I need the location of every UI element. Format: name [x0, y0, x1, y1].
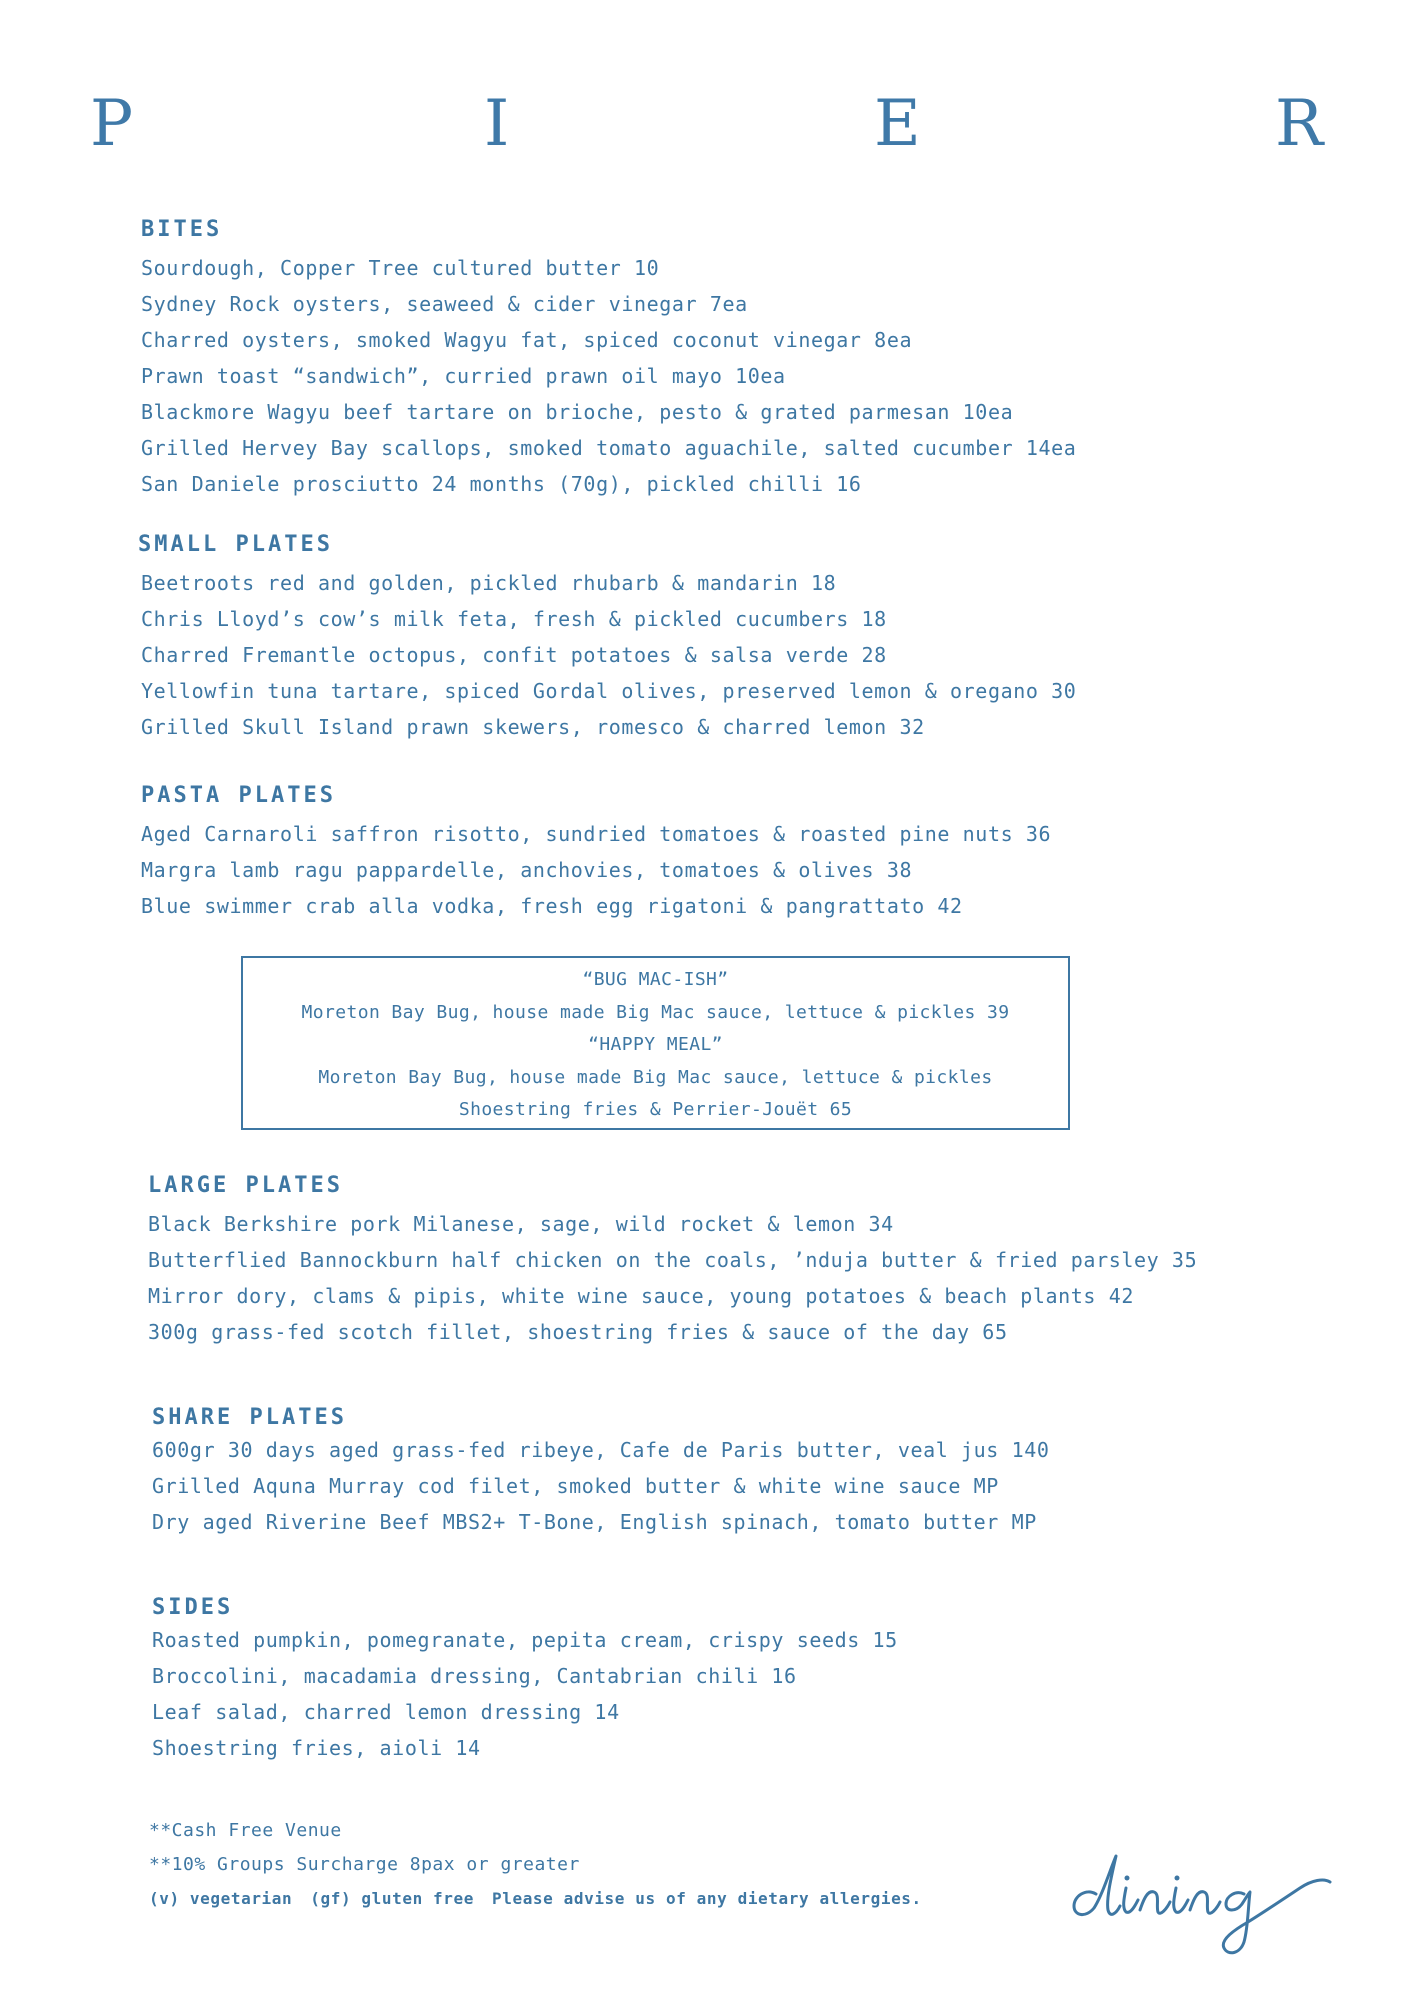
- menu-item: Shoestring fries, aioli 14: [152, 1736, 481, 1760]
- menu-item: 300g grass-fed scotch fillet, shoestring fries & sauce of the day 65: [148, 1320, 1008, 1344]
- dietary-legend: [149, 1882, 922, 1916]
- menu-item: Blue swimmer crab alla vodka, fresh egg rigatoni & pangrattato 42: [141, 894, 963, 918]
- section-bites: [141, 216, 1076, 502]
- menu-item: Grilled Hervey Bay scallops, smoked tomato aguachile, salted cucumber 14ea: [141, 436, 1077, 460]
- special-description: Shoestring fries & Perrier-Jouët 65: [458, 1099, 853, 1120]
- menu-item: Grilled Aquna Murray cod filet, smoked butter & white wine sauce MP: [152, 1474, 999, 1498]
- menu-item: Mirror dory, clams & pipis, white wine sauce, young potatoes & beach plants 42: [148, 1284, 1134, 1308]
- section-title: SHARE PLATES: [152, 1405, 347, 1430]
- menu-item: Black Berkshire pork Milanese, sage, wild rocket & lemon 34: [148, 1212, 894, 1236]
- menu-item: Leaf salad, charred lemon dressing 14: [152, 1700, 620, 1724]
- menu-item: Blackmore Wagyu beef tartare on brioche, pesto & grated parmesan 10ea: [141, 400, 1014, 424]
- gluten-free-key: (gf) gluten free: [310, 1889, 474, 1908]
- cash-free-note: **Cash Free Venue: [149, 1820, 342, 1841]
- section-title: SMALL PLATES: [138, 532, 333, 557]
- section-sides: [152, 1594, 898, 1766]
- section-title: LARGE PLATES: [148, 1173, 343, 1198]
- menu-item: Dry aged Riverine Beef MBS2+ T-Bone, English spinach, tomato butter MP: [152, 1510, 1037, 1534]
- section-small-plates: [138, 531, 1076, 745]
- menu-item: 600gr 30 days aged grass-fed ribeye, Cafe de Paris butter, veal jus 140: [152, 1438, 1050, 1462]
- menu-item: Charred Fremantle octopus, confit potatoes & salsa verde 28: [141, 643, 887, 667]
- menu-item: Roasted pumpkin, pomegranate, pepita cream, crispy seeds 15: [152, 1628, 898, 1652]
- surcharge-note: **10% Groups Surcharge 8pax or greater: [149, 1854, 580, 1875]
- allergy-note: Please advise us of any dietary allergies.: [492, 1889, 922, 1908]
- logo-letter-p: P: [90, 87, 134, 161]
- special-description: Moreton Bay Bug, house made Big Mac sauce, lettuce & pickles 39: [301, 1001, 1010, 1023]
- special-title-bug-mac: “BUG MAC-ISH”: [582, 969, 729, 990]
- menu-item: San Daniele prosciutto 24 months (70g), pickled chilli 16: [141, 472, 862, 496]
- dining-signature: [1068, 1848, 1334, 1960]
- menu-item: Sourdough, Copper Tree cultured butter 10: [141, 256, 660, 280]
- section-title: BITES: [141, 217, 223, 242]
- vegetarian-key: (v) vegetarian: [149, 1889, 293, 1908]
- menu-item: Beetroots red and golden, pickled rhubarb & mandarin 18: [141, 571, 837, 595]
- section-title: SIDES: [152, 1595, 234, 1620]
- menu-item: Chris Lloyd’s cow’s milk feta, fresh & pickled cucumbers 18: [141, 607, 887, 631]
- pier-logo: [0, 84, 1414, 164]
- menu-item: Yellowfin tuna tartare, spiced Gordal olives, preserved lemon & oregano 30: [141, 679, 1077, 703]
- menu-item: Margra lamb ragu pappardelle, anchovies, tomatoes & olives 38: [141, 858, 913, 882]
- menu-item: Broccolini, macadamia dressing, Cantabrian chili 16: [152, 1664, 797, 1688]
- section-large-plates: [148, 1172, 1197, 1350]
- menu-item: Sydney Rock oysters, seaweed & cider vinegar 7ea: [141, 292, 748, 316]
- logo-letter-e: E: [874, 87, 921, 161]
- menu-item: Butterflied Bannockburn half chicken on the coals, ’nduja butter & fried parsley 35: [148, 1248, 1198, 1272]
- menu-item: Prawn toast “sandwich”, curried prawn oil mayo 10ea: [141, 364, 786, 388]
- logo-letter-r: R: [1275, 87, 1324, 161]
- logo-letter-i: I: [484, 87, 510, 161]
- menu-item: Grilled Skull Island prawn skewers, romesco & charred lemon 32: [141, 715, 925, 739]
- menu-item: Charred oysters, smoked Wagyu fat, spiced coconut vinegar 8ea: [141, 328, 913, 352]
- section-pasta-plates: [141, 782, 1051, 924]
- section-title: PASTA PLATES: [141, 783, 336, 808]
- special-box: [241, 956, 1070, 1130]
- special-description: Moreton Bay Bug, house made Big Mac sauce, lettuce & pickles: [318, 1066, 993, 1088]
- section-share-plates: [152, 1404, 1050, 1540]
- menu-item: Aged Carnaroli saffron risotto, sundried tomatoes & roasted pine nuts 36: [141, 822, 1052, 846]
- special-title-happy-meal: “HAPPY MEAL”: [588, 1034, 723, 1055]
- footer-notes: [149, 1814, 922, 1916]
